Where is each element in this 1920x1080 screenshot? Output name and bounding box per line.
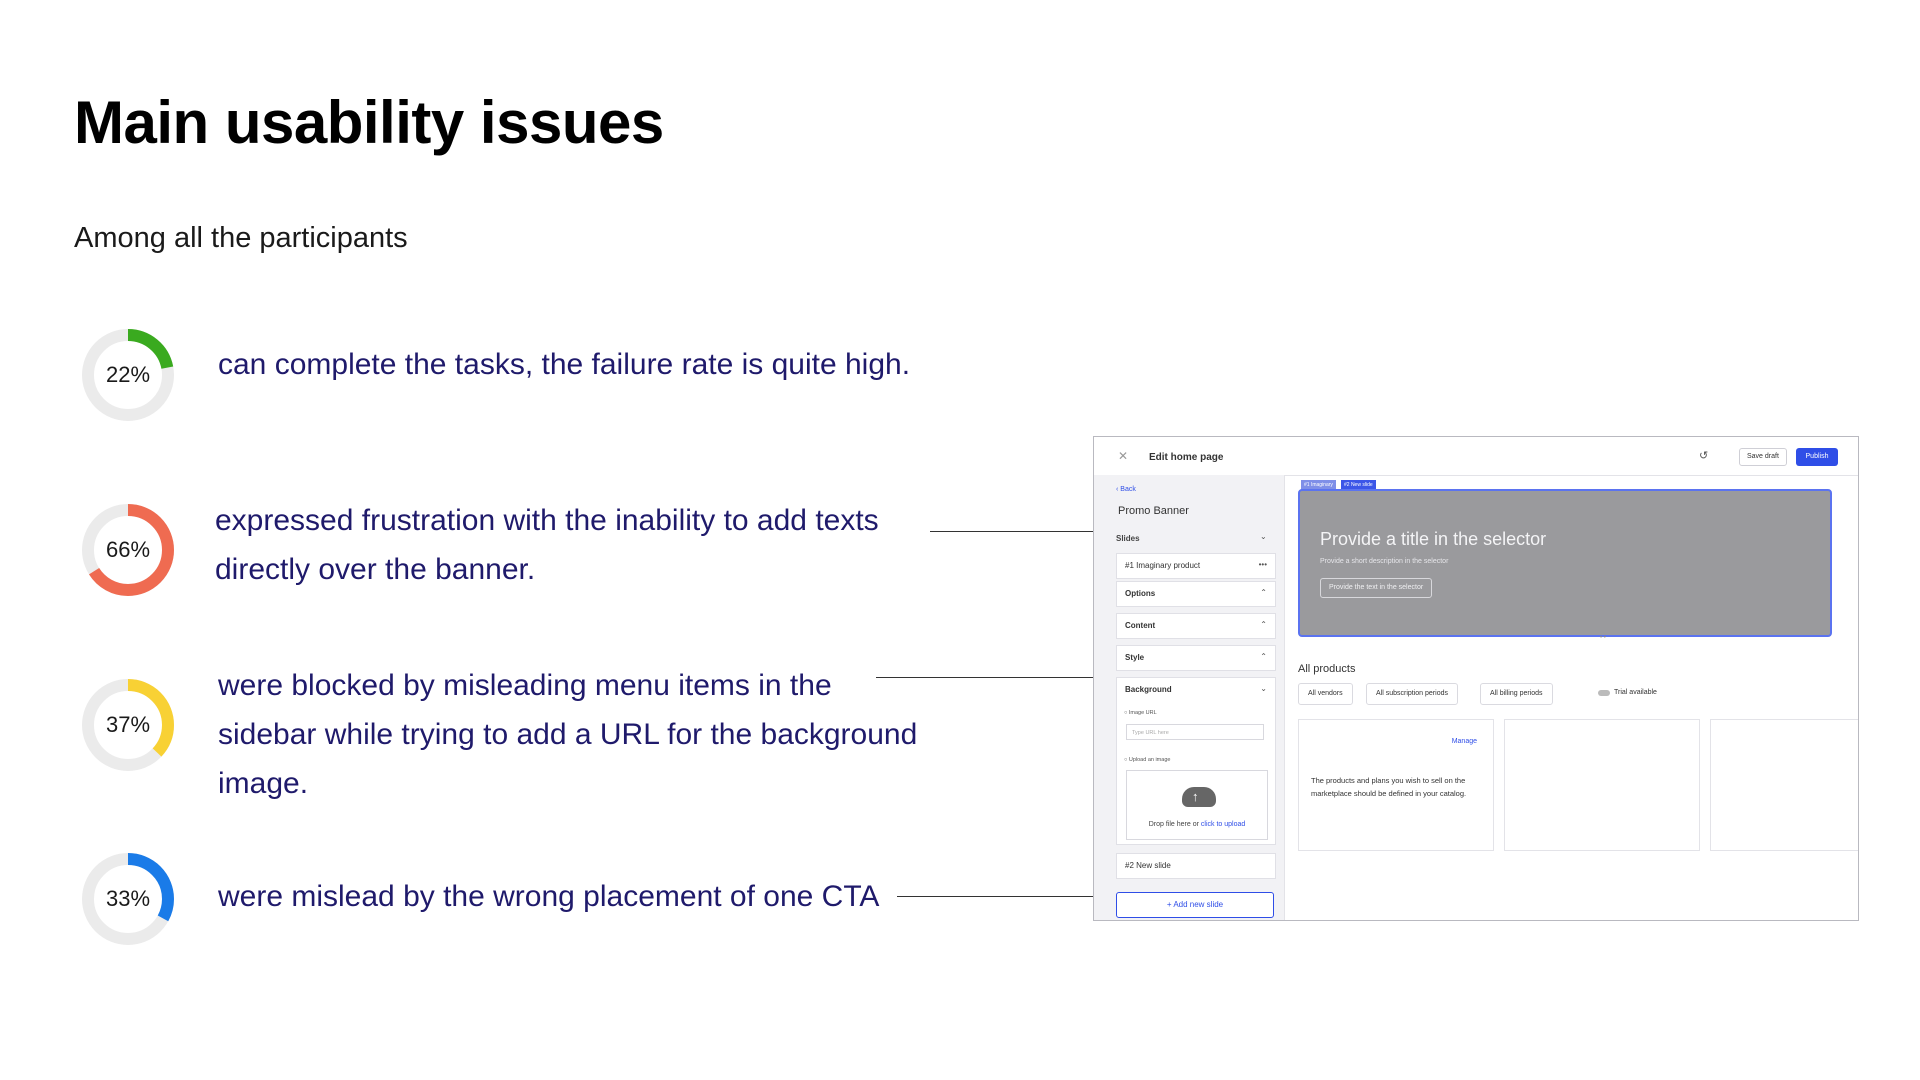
issue-statement-2 xyxy=(215,496,879,594)
banner-tab-2[interactable]: #2 New slide xyxy=(1341,480,1376,490)
product-card xyxy=(1710,719,1859,851)
style-label: Style xyxy=(1125,653,1145,662)
editor-screenshot xyxy=(1093,436,1859,921)
chevron-up-icon[interactable]: ⌃ xyxy=(1260,588,1267,597)
publish-button[interactable]: Publish xyxy=(1796,448,1838,466)
drop-text: Drop file here or xyxy=(1148,821,1201,828)
issue-text-line: can complete the tasks, the failure rate is quite high. xyxy=(218,348,911,381)
chevron-up-icon[interactable]: ⌃ xyxy=(1260,620,1267,629)
products-title: All products xyxy=(1298,663,1356,675)
slide-item-2[interactable] xyxy=(1116,853,1276,879)
close-icon[interactable]: ✕ xyxy=(1118,449,1129,463)
upload-text xyxy=(1127,821,1267,828)
image-url-radio[interactable]: ○ Image URL xyxy=(1124,710,1157,716)
product-card xyxy=(1298,719,1494,851)
trial-label: Trial available xyxy=(1614,689,1657,696)
issue-text-line: sidebar while trying to add a URL for the background xyxy=(218,718,918,751)
trial-toggle[interactable] xyxy=(1614,689,1657,696)
more-icon[interactable]: ••• xyxy=(1258,560,1267,569)
upload-link[interactable]: click to upload xyxy=(1200,821,1246,828)
filter-billing-periods[interactable]: All billing periods xyxy=(1480,683,1553,705)
issue-text-line: expressed frustration with the inability to add texts xyxy=(215,504,879,537)
filter-vendors[interactable]: All vendors xyxy=(1298,683,1353,705)
banner-description: Provide a short description in the selector xyxy=(1320,558,1449,565)
sidebar-title: Promo Banner xyxy=(1118,505,1189,517)
issue-text-line: were blocked by misleading menu items in the xyxy=(218,669,832,702)
slide-item-label: #1 Imaginary product xyxy=(1125,561,1201,570)
issue-text-line: were mislead by the wrong placement of one CTA xyxy=(218,880,880,913)
save-draft-button[interactable]: Save draft xyxy=(1739,448,1787,466)
donut-chart-37 xyxy=(78,675,178,775)
style-panel[interactable] xyxy=(1116,645,1276,671)
chevron-down-icon[interactable]: ⌄ xyxy=(1260,684,1267,693)
banner-title: Provide a title in the selector xyxy=(1320,529,1547,549)
upload-image-label: Upload an image xyxy=(1128,757,1171,763)
add-new-slide-button[interactable]: + Add new slide xyxy=(1116,892,1274,918)
donut-percent-label: 37% xyxy=(105,712,151,737)
back-link[interactable]: ‹ Back xyxy=(1116,486,1136,493)
issue-statement-3 xyxy=(218,661,917,808)
options-label: Options xyxy=(1125,589,1156,598)
issue-text-line: directly over the banner. xyxy=(215,553,536,586)
upload-image-radio[interactable]: ○ Upload an image xyxy=(1124,757,1171,763)
connector-line-3 xyxy=(876,677,1120,678)
undo-icon[interactable]: ↺ xyxy=(1699,450,1709,462)
donut-percent-label: 22% xyxy=(105,362,151,387)
filter-subscription-periods[interactable]: All subscription periods xyxy=(1366,683,1458,705)
manage-link[interactable]: Manage xyxy=(1451,738,1477,745)
connector-line-4 xyxy=(897,896,1093,897)
chevron-up-icon[interactable]: ⌃ xyxy=(1260,652,1267,661)
cloud-upload-icon xyxy=(1182,787,1216,807)
issue-statement-1 xyxy=(218,340,910,389)
background-label: Background xyxy=(1125,685,1172,694)
options-panel[interactable] xyxy=(1116,581,1276,607)
editor-title: Edit home page xyxy=(1149,452,1224,463)
slide-item-label: #2 New slide xyxy=(1125,861,1171,870)
upload-dropzone[interactable] xyxy=(1126,770,1268,840)
banner-cta-button[interactable]: Provide the text in the selector xyxy=(1320,578,1432,598)
card-text: The products and plans you wish to sell on the marketplace should be defined in your catalog. xyxy=(1311,776,1467,798)
page-subtitle: Among all the participants xyxy=(74,222,408,254)
product-card xyxy=(1504,719,1700,851)
donut-chart-22 xyxy=(78,325,178,425)
upload-arrow-icon: ↑ xyxy=(1192,789,1199,804)
issue-text-line: image. xyxy=(218,767,309,800)
image-url-label: Image URL xyxy=(1128,710,1157,716)
image-url-input[interactable]: Type URL here xyxy=(1126,724,1264,740)
toggle-icon[interactable] xyxy=(1598,690,1610,696)
content-panel[interactable] xyxy=(1116,613,1276,639)
donut-percent-label: 33% xyxy=(105,886,151,911)
banner-tab-1[interactable]: #1 Imaginary xyxy=(1301,480,1336,490)
chevron-down-icon[interactable]: ⌄ xyxy=(1260,532,1267,541)
slide-item-1[interactable] xyxy=(1116,553,1276,579)
page-title: Main usability issues xyxy=(74,89,664,156)
donut-chart-33 xyxy=(78,849,178,949)
banner-pager[interactable]: • • xyxy=(1600,635,1606,641)
donut-percent-label: 66% xyxy=(105,537,151,562)
issue-statement-4 xyxy=(218,872,879,921)
content-label: Content xyxy=(1125,621,1156,630)
slides-section-label[interactable]: Slides xyxy=(1116,534,1140,543)
donut-chart-66 xyxy=(78,500,178,600)
